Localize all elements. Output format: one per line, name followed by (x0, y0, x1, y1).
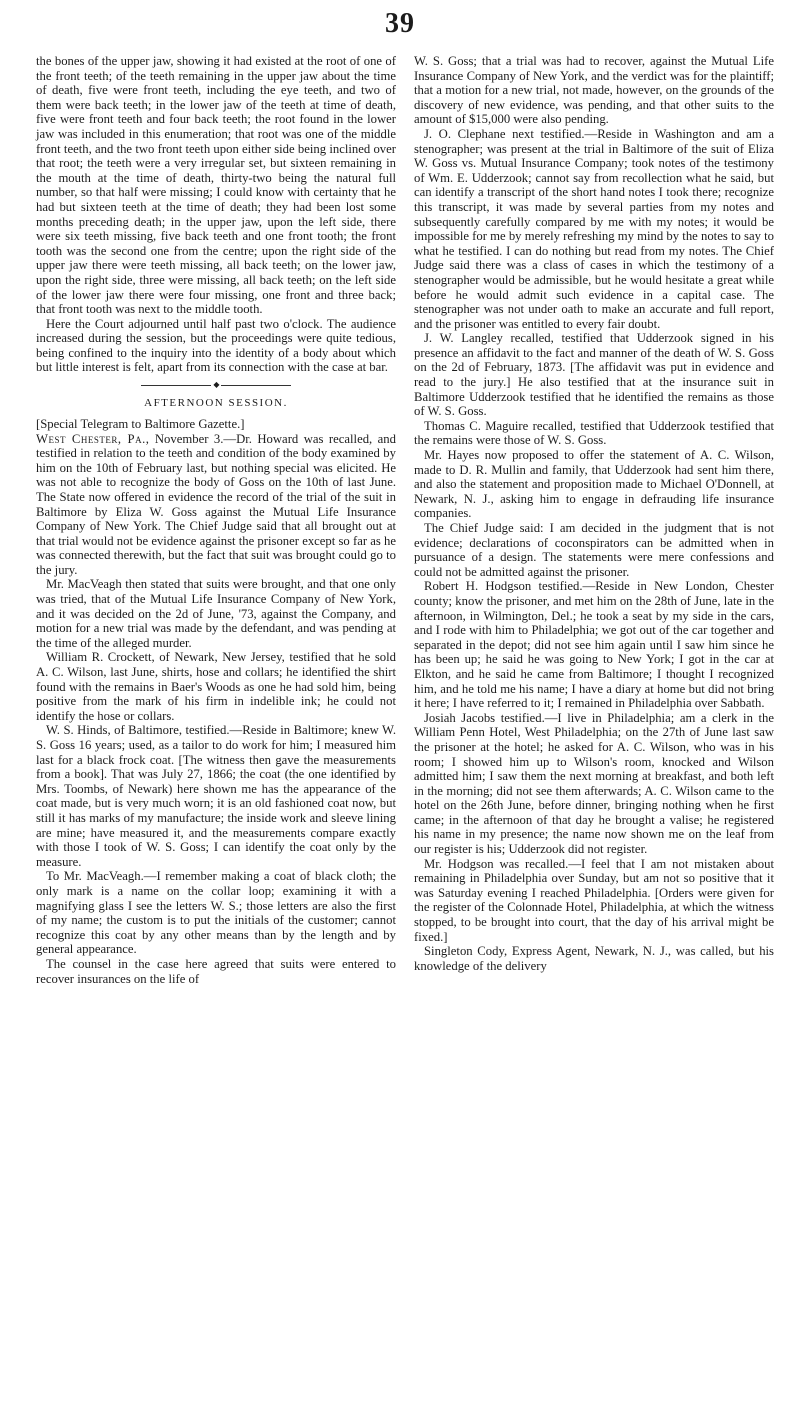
session-heading: AFTERNOON SESSION. (144, 397, 288, 410)
article-paragraph: Here the Court adjourned until half past two o'clock. The audience increased during the session, but the proceedings were quite tedious, being confined to the inquiry into the identity of a body about which but little interest is felt, apart from its connection with the case at bar. (36, 316, 396, 375)
article-paragraph: W. S. Goss; that a trial was had to recover, against the Mutual Life Insurance Company of New York, and the verdict was for the plaintiff; that a motion for a new trial, not made, however, on the grounds of the discovery of new evidence, was pending, and that other suits to the amount of $15,000 were also pending. (414, 54, 774, 127)
dateline-text: November 3.—Dr. Howard was recalled, and testified in relation to the teeth and condition of the body examined by him on the 10th of February last, but nothing special was elicited. He was not able to recognize the body of Goss on the 10th of last June. The State now offered in evidence the record of the trial of the suit in Baltimore by Eliza W. Goss against the Mutual Life Insurance Company of New York. The Chief Judge said that all brought out at that trial would not be evidence against the prisoner except so far as he was connected therewith, but the fact that suit was brought could go to the jury. (36, 431, 396, 577)
article-paragraph: Thomas C. Maguire recalled, testified that Udderzook testified that the remains were those of W. S. Goss. (414, 418, 774, 448)
dateline-paragraph (36, 417, 396, 578)
article-paragraph: Josiah Jacobs testified.—I live in Philadelphia; am a clerk in the William Penn Hotel, West Philadelphia; on the 27th of June last saw the prisoner at the hotel; he asked for A. C. Wilson, who was in his room; I showed him up to Wilson's room, knocked and Wilson admitted him; I saw them the next morning at breakfast, and both left in the morning; did not see them afterwards; A. C. Wilson came to the hotel on the 26th June, before dinner, bringing nothing when he first came; in the afternoon of that day he brought a valise; he registered his name in my presence; the name now shown me on the leaf from our register is his; Udderzook did not register. (414, 710, 774, 857)
article-paragraph: J. W. Langley recalled, testified that Udderzook signed in his presence an affidavit to the fact and manner of the death of W. S. Goss on the 2d of February, 1873. [The affidavit was put in evidence and read to the jury.] He also testified that at the insurance suit in Baltimore Udderzook testified that he identified the remains as those of W. S. Goss. (414, 331, 774, 419)
article-paragraph: Mr. Hayes now proposed to offer the statement of A. C. Wilson, made to D. R. Mullin and family, that Udderzook had sent him there, and also the statement and proposition made to Michael O'Donnell, at Newark, N. J., asking him to engage in defrauding life insurance companies. (414, 448, 774, 521)
article-paragraph: the bones of the upper jaw, showing it had existed at the root of one of the front teeth; of the teeth remaining in the upper jaw about the time of death, five were front teeth, including the eye teeth, and two of them were back teeth; in the lower jaw of the teeth at time of death, five were front teeth and four back teeth; the root found in the lower jaw was included in this enumeration; that root was one of the middle front teeth, and the two front teeth upon either side being inclined over that root; the teeth were a very irregular set, but sixteen remaining in the mouth at the time of death, thirty-two being the natural full number, so that half were missing; I could know with certainty that he had but sixteen teeth at the time of death; they had been lost some months preceding death; in the upper jaw, upon the left side, there were six teeth missing, five back teeth and one front tooth; the front tooth was the second one from the centre; upon the right side of the upper jaw there were teeth missing, all back teeth; on the lower jaw, upon the right side, three were missing, all back teeth; on the left side of the lower jaw there were four missing, one front and three back; that front tooth was next to the middle tooth. (36, 54, 396, 317)
left-column-opening-text (36, 54, 396, 375)
dateline-special: [Special Telegram to Baltimore Gazette.] (36, 416, 245, 431)
article-paragraph: W. S. Hinds, of Baltimore, testified.—Reside in Baltimore; knew W. S. Goss 16 years; used, as a tailor to do work for him; I measured him last for a black frock coat. [The witness then gave the measurements from a book]. That was July 27, 1866; the coat (the one identified by Mrs. Toombs, of Newark) here shown me has the appearance of the coat made, but is very much worn; it is an old fashioned coat now, but still it has marks of my manufacture; the inside work and sleeve lining are mine; have measured it, and the measurements compare exactly with those I took of W. S. Goss; I can identify the coat only by the measure. (36, 723, 396, 869)
article-paragraph: Mr. MacVeagh then stated that suits were brought, and that one only was tried, that of the Mutual Life Insurance Company of New York, and it was decided on the 2d of June, '73, against the Company, and motion for a new trial was made by the defendant, and was pending at the time of the alleged murder. (36, 577, 396, 650)
right-column (414, 54, 774, 986)
page-number: 39 (385, 8, 415, 39)
article-paragraph: To Mr. MacVeagh.—I remember making a coat of black cloth; the only mark is a name on the collar loop; examining it with a magnifying glass I see the letters W. S.; those letters are also the first of my name; the custom is to put the initials of the customer; cannot recognize this coat by any other means than by the length and by general appearance. (36, 869, 396, 957)
left-column (36, 54, 396, 986)
section-divider: ◆ (36, 380, 396, 390)
dateline-place: West Chester, Pa., (36, 431, 150, 446)
article-paragraph: Robert H. Hodgson testified.—Reside in New London, Chester county; know the prisoner, and met him on the 28th of June, late in the afternoon, in Wilmington, Del.; he took a seat by my side in the cars, and I rode with him to Philadelphia; we got out of the car together and separated in the depot; did not see him again until I saw him since he has been up; he said he was going to New York; I got in the car at Elkton, and he said he came from Baltimore; I thought I recognized him, and he told me his name; I have a diary at home but did not bring it here; I have referred to it; I remained in Philadelphia over Sabbath. (414, 579, 774, 711)
article-paragraph: William R. Crockett, of Newark, New Jersey, testified that he sold A. C. Wilson, last June, shirts, hose and collars; he identified the shirt found with the remains in Baer's Woods as one he had sold him, being positive from the mark of his firm in indelible ink; he could not identify the hose or collars. (36, 650, 396, 723)
left-column-body-text (36, 577, 396, 986)
columns (36, 54, 774, 986)
article-paragraph: Singleton Cody, Express Agent, Newark, N. J., was called, but his knowledge of the delivery (414, 944, 774, 973)
article-paragraph: The Chief Judge said: I am decided in the judgment that is not evidence; declarations of coconspirators can be admitted when in pursuance of a design. The statements were mere confessions and could not be admitted against the prisoner. (414, 521, 774, 579)
article-paragraph: J. O. Clephane next testified.—Reside in Washington and am a stenographer; was present at the trial in Baltimore of the suit of Eliza W. Goss vs. Mutual Insurance Company; took notes of the testimony of Wm. E. Udderzook; cannot say from recollection what he said, but can identify a transcript of the short hand notes I took there; recognize this transcript, it was made by several parties from my notes and subsequently carefully compared by me with my notes; it would be impossible for me by merely refreshing my mind by the notes to say to what he testified. I can do nothing but read from my notes. The Chief Judge said there was a class of cases in which the testimony of a stenographer would be admissible, but he would hesitate a great while before he would admit such evidence in a capital case. The stenographer was not under oath to make an accurate and full report, and the prisoner was entitled to every fair doubt. (414, 126, 774, 331)
article-paragraph: The counsel in the case here agreed that suits were entered to recover insurances on the life of (36, 956, 396, 986)
article-paragraph: Mr. Hodgson was recalled.—I feel that I am not mistaken about remaining in Philadelphia over Sunday, but am not so positive that it was Saturday evening I reached Philadelphia. [Orders were given for the register of the Colonnade Hotel, Philadelphia, at which the witness stopped, to be brought into court, that the day of his arrival might be fixed.] (414, 856, 774, 944)
